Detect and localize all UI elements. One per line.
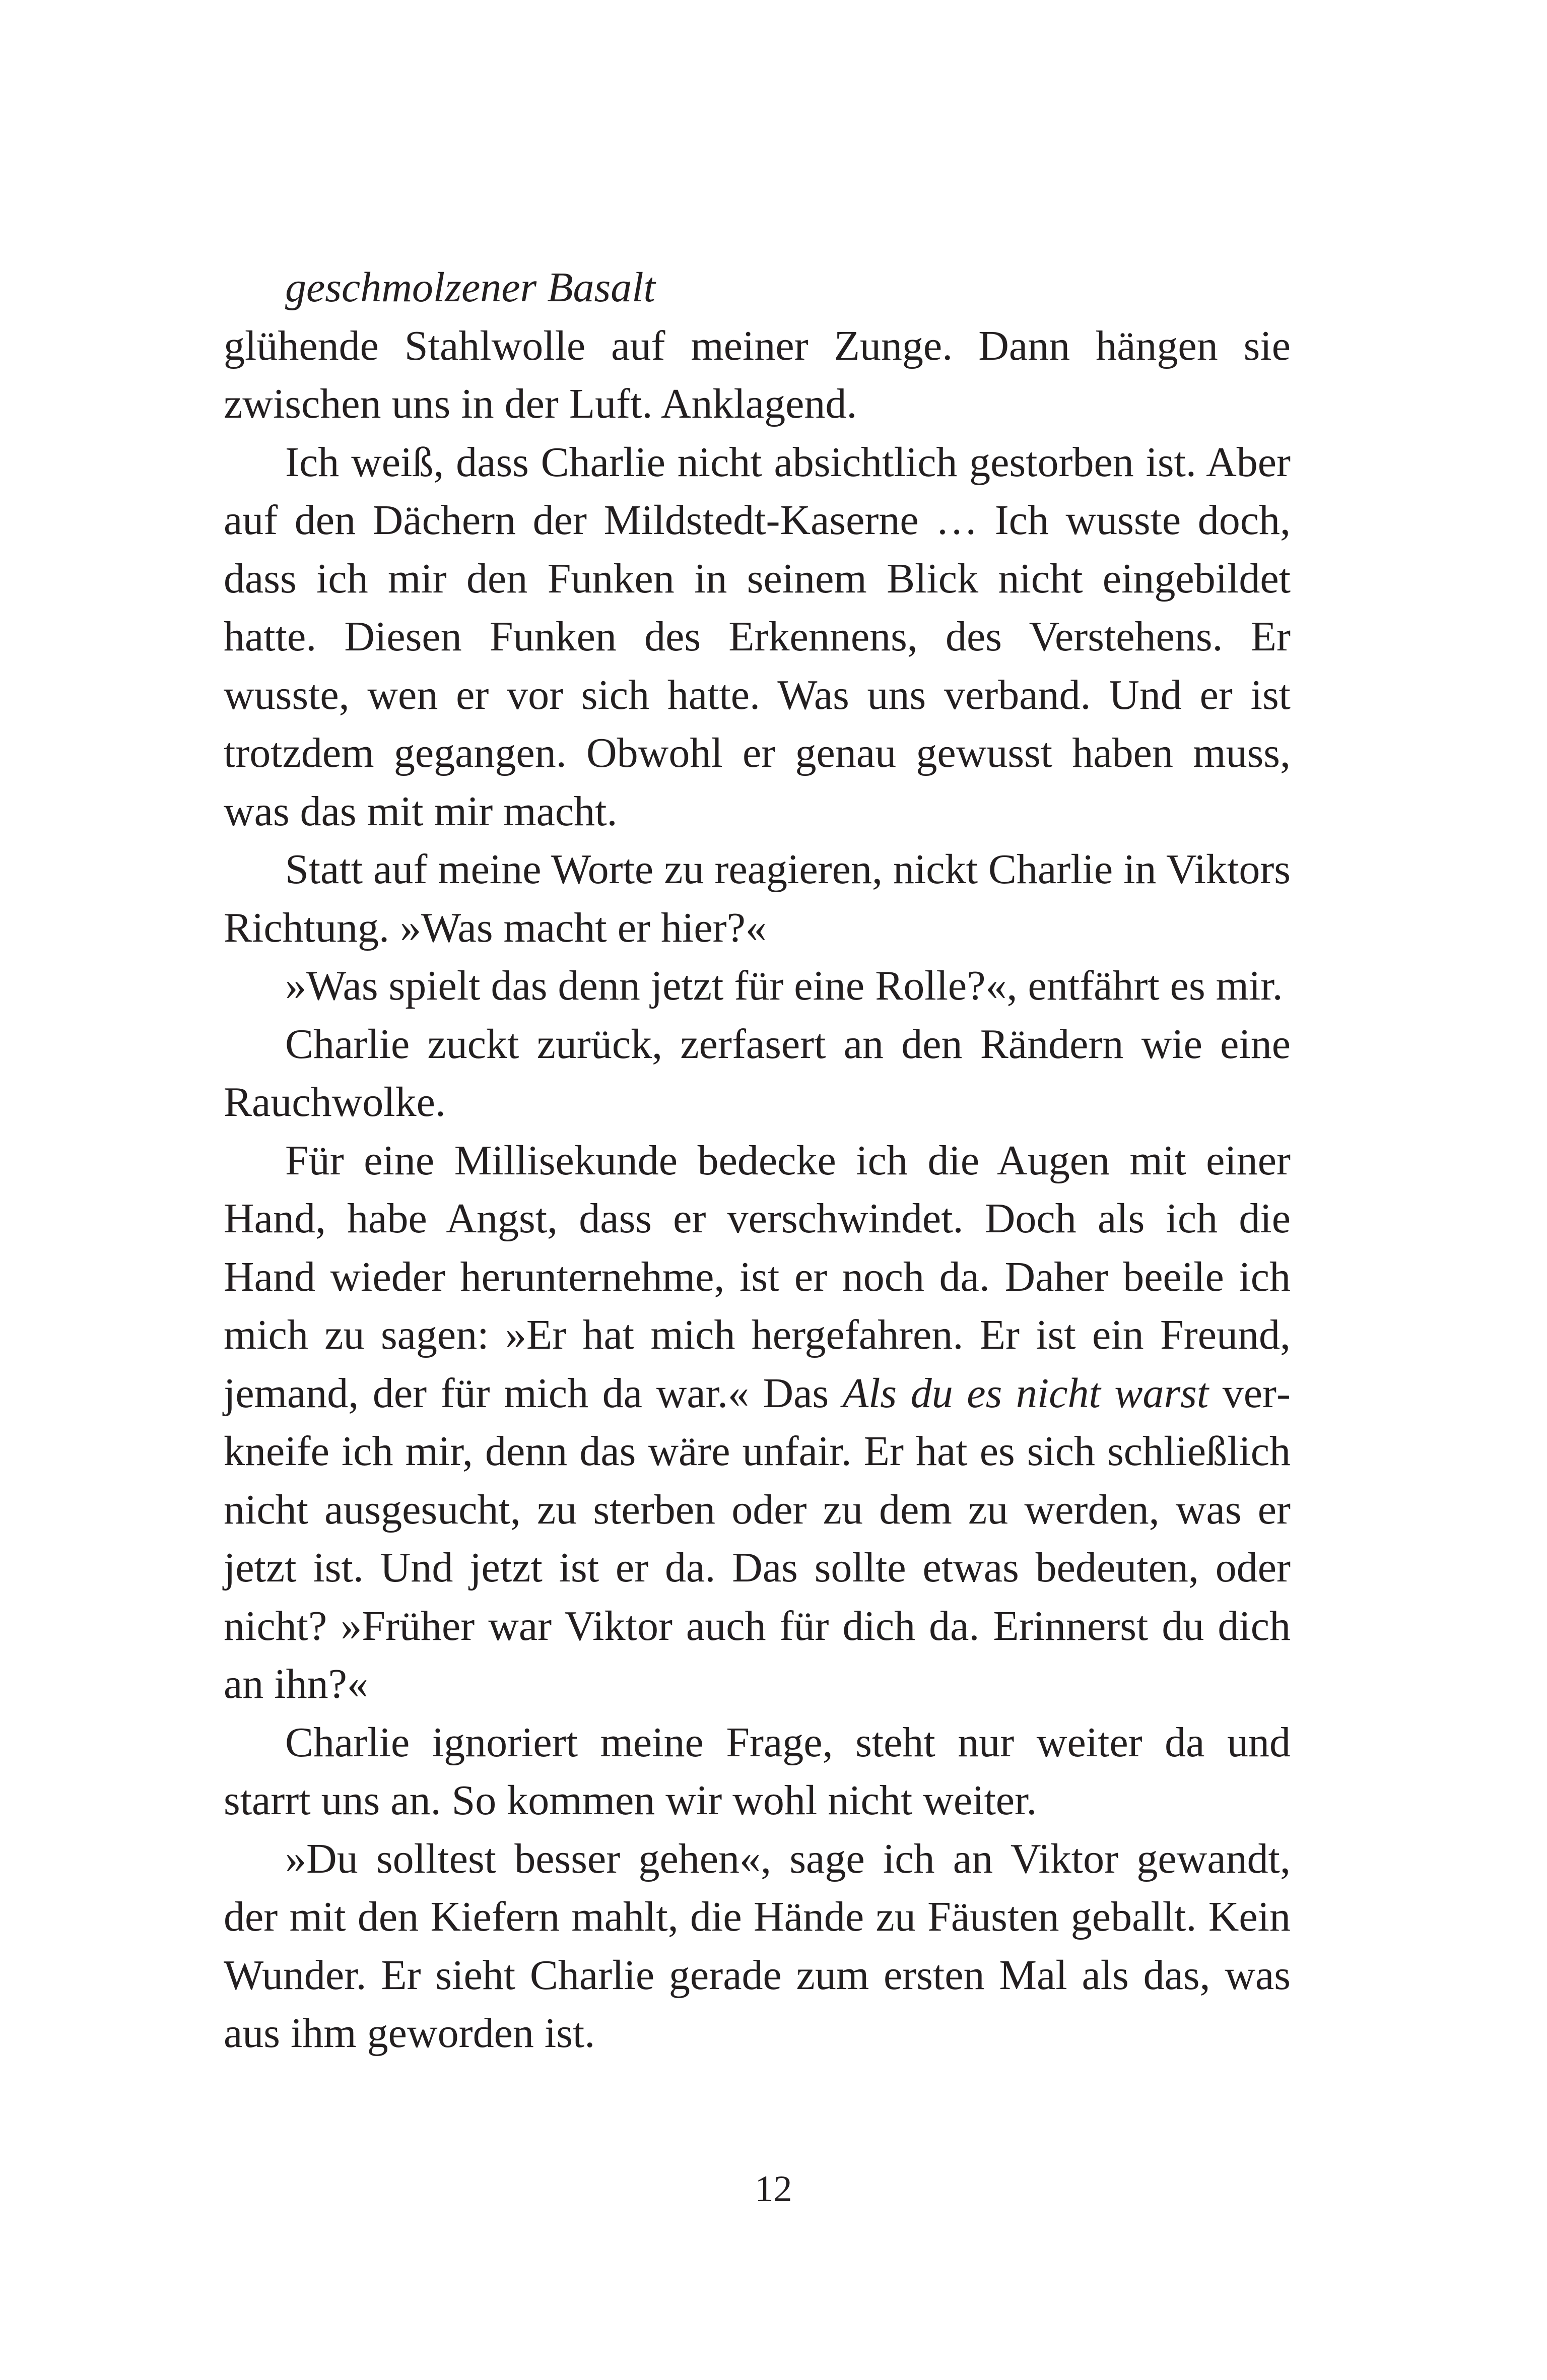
paragraph: glühende Stahlwolle auf meiner Zunge. Dann hängen sie zwischen uns in der Luft. Anklagend. bbox=[224, 322, 1291, 427]
paragraph: »Was spielt das denn jetzt für eine Rolle?«, entfährt es mir. bbox=[285, 962, 1283, 1009]
body-text bbox=[224, 258, 1291, 2063]
paragraph: Charlie zuckt zurück, zerfasert an den Rändern wie eine Rauchwolke. bbox=[224, 1020, 1291, 1126]
italic-phrase: Als du es nicht warst bbox=[842, 1369, 1209, 1417]
paragraph: Statt auf meine Worte zu reagieren, nickt Charlie in Viktors Richtung. »Was macht er hier?« bbox=[224, 846, 1291, 951]
paragraph: »Du solltest besser gehen«, sage ich an Viktor gewandt, der mit den Kiefern mahlt, die Hände zu Fäusten geballt. Kein Wunder. Er sieht Charlie gerade zum ersten Mal als das, was aus ihm geworden ist. bbox=[224, 1835, 1291, 2057]
paragraph: Ich weiß, dass Charlie nicht absichtlich gestorben ist. Aber auf den Dächern der Mildstedt-Kaserne … Ich wusste doch, dass ich mir den Funken in seinem Blick nicht eingebildet hatte. Diesen Funken des Erkennens, des Verstehens. Er wusste, wen er vor sich hatte. Was uns verband. Und er ist trotzdem gegangen. Obwohl er genau gewusst haben muss, was das mit mir macht. bbox=[224, 438, 1291, 835]
paragraph-text: Für eine Millisekunde bedecke ich die Augen mit einer Hand, habe Angst, dass er verschwindet. Doch als ich die Hand wieder herunternehme, ist er noch da. Daher beeile ich mich zu sagen: »Er hat mich hergefahren. Er ist ein Freund, jemand, der für mich da war.« Das bbox=[224, 1137, 1291, 1417]
verse-line: geschmolzener Basalt bbox=[285, 264, 655, 311]
paragraph bbox=[224, 1132, 1291, 1713]
paragraph: Charlie ignoriert meine Frage, steht nur weiter da und starrt uns an. So kommen wir wohl nicht weiter. bbox=[224, 1718, 1291, 1824]
page-number: 12 bbox=[755, 2168, 792, 2210]
paragraph-text: verkneife ich mir, denn das wäre unfair. Er hat es sich schließlich nicht ausgesucht, zu sterben oder zu dem zu werden, was er jetzt ist. Und jetzt ist er da. Das sollte etwas bedeuten, oder nicht? »Früher war Viktor auch für dich da. Erinnerst du dich an ihn?« bbox=[224, 1369, 1291, 1707]
